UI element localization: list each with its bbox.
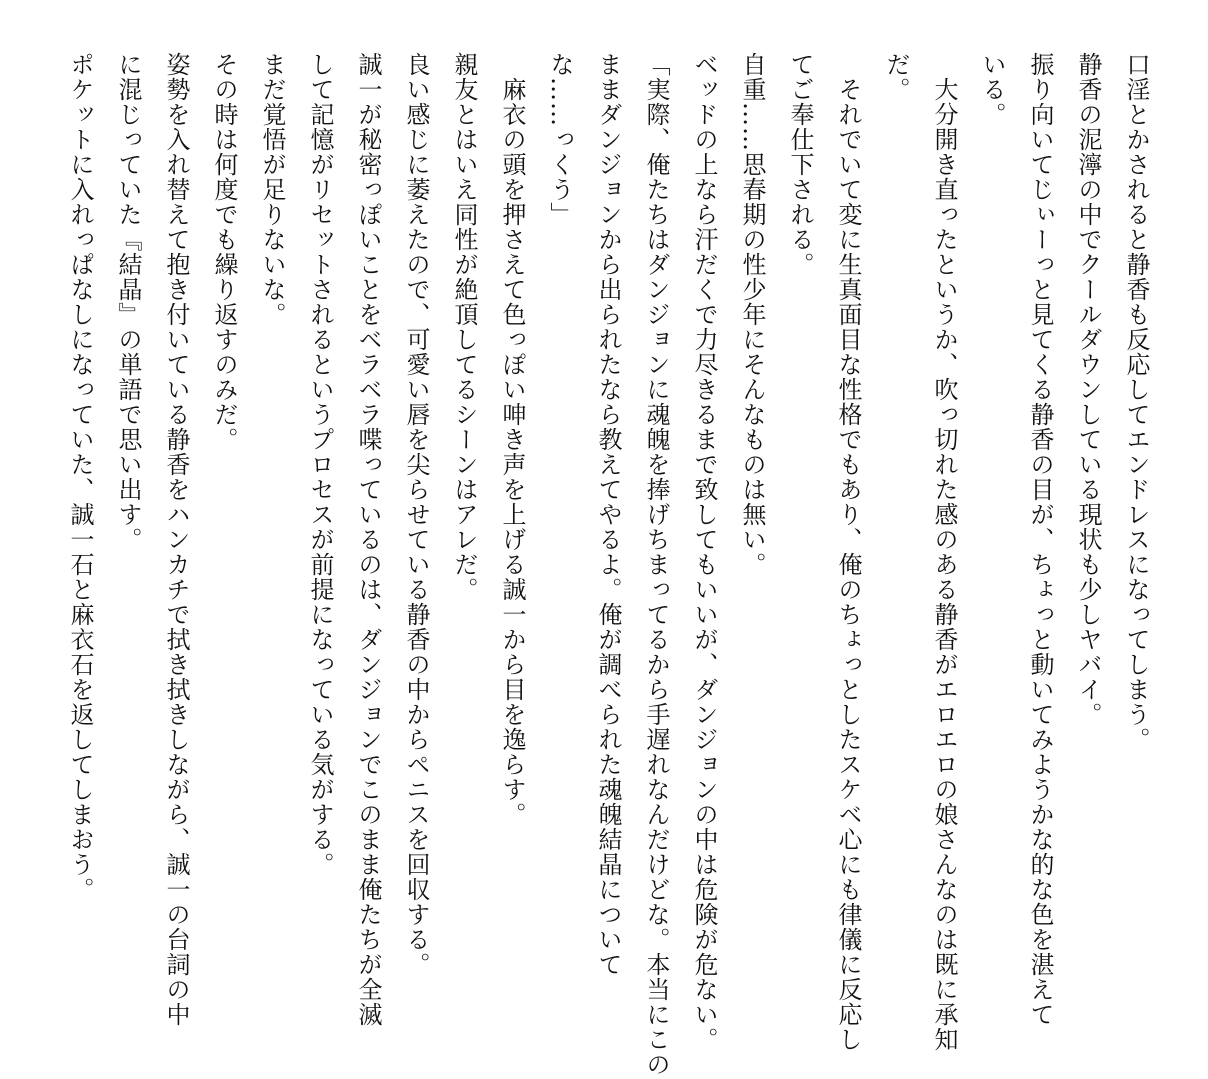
vertical-text-page: [56, 52, 1160, 1077]
text-line: ままダンジョンから出られたなら教えてやるよ。俺が調べられた魂魄結晶について: [594, 52, 622, 977]
text-line: 姿勢を入れ替えて抱き付いている静香をハンカチで拭き拭きしながら、誠一の台詞の中: [162, 52, 190, 1027]
text-line: 誠一が秘密っぽいことをベラベラ喋っているのは、ダンジョンでこのまま俺たちが全滅: [354, 52, 382, 1027]
text-line: な……っくう」: [546, 52, 574, 227]
text-line: てご奉仕下される。: [786, 52, 814, 277]
text-line: 麻衣の頭を押さえて色っぽい呻き声を上げる誠一から目を逸らす。: [498, 52, 526, 827]
text-line: その時は何度でも繰り返すのみだ。: [210, 52, 238, 452]
text-line: 親友とはいえ同性が絶頂してるシーンはアレだ。: [450, 52, 478, 602]
text-line: いる。: [978, 52, 1006, 127]
text-line: 自重……思春期の性少年にそんなものは無い。: [738, 52, 766, 577]
text-line: 振り向いてじぃーっと見てくる静香の目が、ちょっと動いてみようかな的な色を湛えて: [1026, 52, 1054, 1027]
text-line: して記憶がリセットされるというプロセスが前提になっている気がする。: [306, 52, 334, 877]
text-line: 「実際、俺たちはダンジョンに魂魄を捧げちまってるから手遅れなんだけどな。本当にこの: [642, 52, 670, 1077]
text-line: 静香の泥濘の中でクールダウンしている現状も少しヤバイ。: [1074, 52, 1102, 727]
text-line: まだ覚悟が足りないな。: [258, 52, 286, 327]
text-line: 良い感じに萎えたので、可愛い唇を尖らせている静香の中からペニスを回収する。: [402, 52, 430, 977]
text-line: だ。: [882, 52, 910, 102]
text-line: 大分開き直ったというか、吹っ切れた感のある静香がエロエロの娘さんなのは既に承知: [930, 52, 958, 1052]
text-line: に混じっていた『結晶』の単語で思い出す。: [114, 52, 142, 552]
text-line: ベッドの上なら汗だくで力尽きるまで致してもいいが、ダンジョンの中は危険が危ない。: [690, 52, 718, 1052]
text-line: ポケットに入れっぱなしになっていた、誠一石と麻衣石を返してしまおう。: [66, 52, 94, 902]
text-line: それでいて変に生真面目な性格でもあり、俺のちょっとしたスケベ心にも律儀に反応し: [834, 52, 862, 1052]
text-line: 口淫とかされると静香も反応してエンドレスになってしまう。: [1122, 52, 1150, 752]
